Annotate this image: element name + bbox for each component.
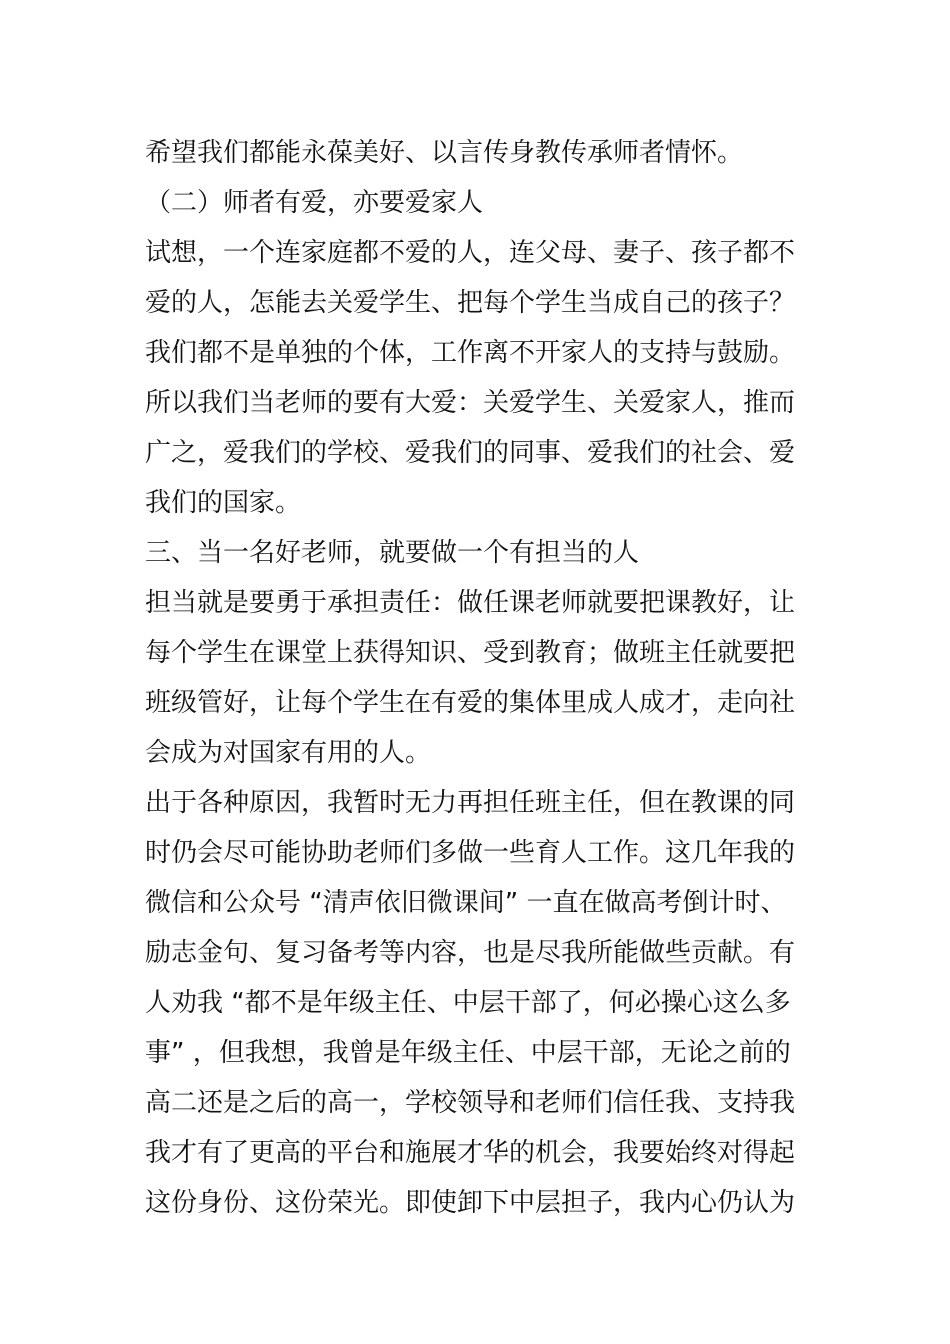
- text-line: 每个学生在课堂上获得知识、受到教育；做班主任就要把: [145, 638, 796, 668]
- text-line: 试想，一个连家庭都不爱的人，连父母、妻子、孩子都不: [145, 238, 796, 268]
- text-line: 所以我们当老师的要有大爱：关爱学生、关爱家人，推而: [145, 388, 796, 418]
- document-body: [145, 128, 825, 1228]
- text-line: 出于各种原因，我暂时无力再担任班主任，但在教课的同: [145, 788, 796, 818]
- text-line: 这份身份、这份荣光。即使卸下中层担子，我内心仍认为: [145, 1188, 796, 1218]
- text-line: 我们都不是单独的个体，工作离不开家人的支持与鼓励。: [145, 338, 796, 368]
- text-line: 时仍会尽可能协助老师们多做一些育人工作。这几年我的: [145, 838, 796, 868]
- text-line: 希望我们都能永葆美好、以言传身教传承师者情怀。: [145, 138, 744, 168]
- text-line: 励志金句、复习备考等内容，也是尽我所能做些贡献。有: [145, 938, 796, 968]
- section-heading: （二）师者有爱，亦要爱家人: [145, 188, 484, 218]
- text-line: 微信和公众号 “清声依旧微课间” 一直在做高考倒计时、: [145, 888, 787, 918]
- section-heading: 三、当一名好老师，就要做一个有担当的人: [145, 538, 640, 568]
- text-line: 人劝我 “都不是年级主任、中层干部了，何必操心这么多: [145, 988, 791, 1018]
- text-line: 高二还是之后的高一，学校领导和老师们信任我、支持我: [145, 1088, 796, 1118]
- text-line: 爱的人，怎能去关爱学生、把每个学生当成自己的孩子？: [145, 288, 796, 318]
- text-line: 我们的国家。: [145, 488, 302, 518]
- text-line: 广之，爱我们的学校、爱我们的同事、爱我们的社会、爱: [145, 438, 796, 468]
- text-line: 担当就是要勇于承担责任：做任课老师就要把课教好，让: [145, 588, 796, 618]
- text-line: 事” ，但我想，我曾是年级主任、中层干部，无论之前的: [145, 1038, 791, 1068]
- text-line: 会成为对国家有用的人。: [145, 738, 432, 768]
- text-line: 我才有了更高的平台和施展才华的机会，我要始终对得起: [145, 1138, 796, 1168]
- text-line: 班级管好，让每个学生在有爱的集体里成人成才，走向社: [145, 688, 796, 718]
